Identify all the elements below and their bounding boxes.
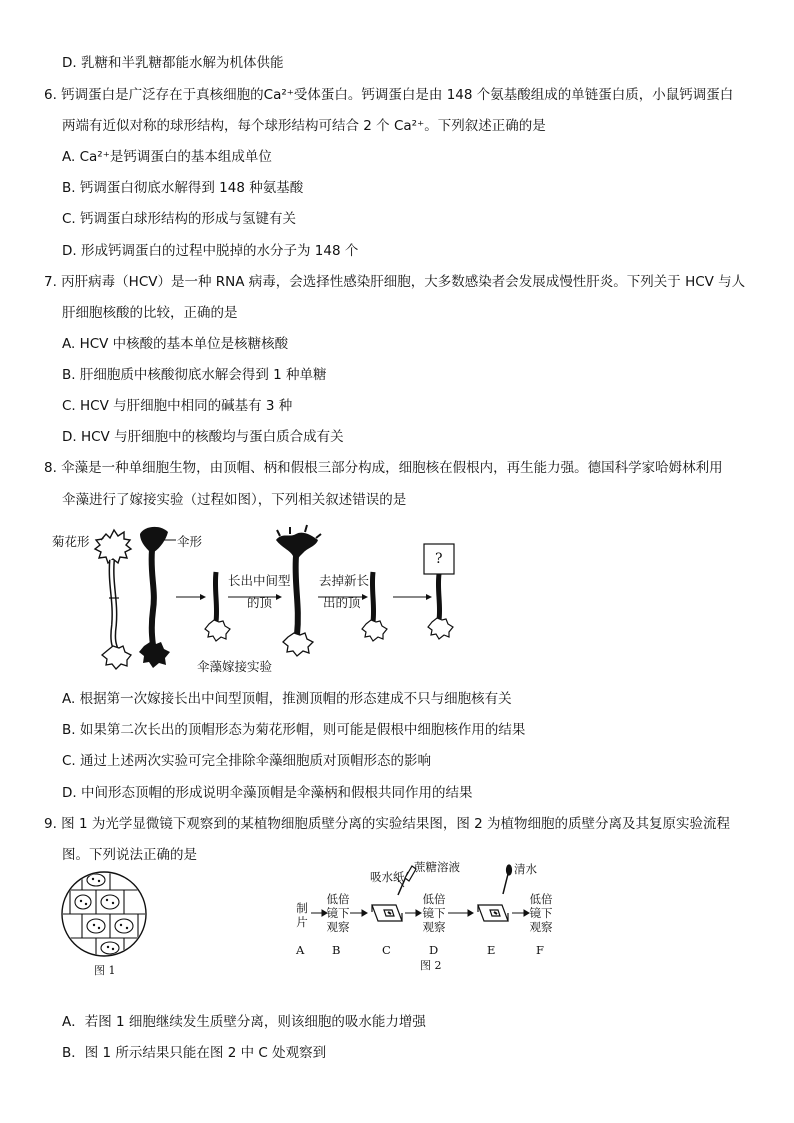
letter-f: F [536,943,544,957]
option-8a: A. 根据第一次嫁接长出中间型顶帽，推测顶帽的形态建成不只与细胞核有关 [62,691,512,707]
letter-c: C [382,943,391,957]
question-6-stem: 6. 钙调蛋白是广泛存在于真核细胞的Ca²⁺受体蛋白。钙调蛋白是由 148 个氨基酸组成的单链蛋白质，小鼠钙调蛋白 [44,87,734,103]
option-8d: D. 中间形态顶帽的形成说明伞藻顶帽是伞藻柄和假根共同作用的结果 [62,785,473,801]
observe-d-label: 低倍 镜下 观察 [422,892,446,934]
letter-b: B [332,943,341,957]
question-8-stem-cont: 伞藻进行了嫁接实验（过程如图），下列相关叙述错误的是 [62,492,407,508]
question-8-stem: 8. 伞藻是一种单细胞生物，由顶帽、柄和假根三部分构成，细胞核在假根内，再生能力强。德国科学家哈姆林利用 [44,460,723,476]
option-6a: A. Ca²⁺是钙调蛋白的基本组成单位 [62,149,272,165]
letter-e: E [487,943,496,957]
fig1-caption: 图 1 [94,964,116,977]
step2-line2: 出的顶 [323,595,361,610]
option-5d: D. 乳糖和半乳糖都能水解为机体供能 [62,55,284,71]
letter-a: A [296,943,305,957]
chrysanthemum-label: 菊花形 [52,534,90,549]
option-8b: B. 如果第二次长出的顶帽形态为菊花形帽，则可能是假根中细胞核作用的结果 [62,722,526,738]
option-7d: D. HCV 与肝细胞中的核酸均与蛋白质合成有关 [62,429,344,445]
letter-d: D [429,943,439,957]
observe-f-label: 低倍 镜下 观察 [529,892,553,934]
slide-e-icon [478,865,512,921]
unknown-mark: ? [435,551,443,567]
question-6-stem-cont: 两端有近似对称的球形结构，每个球形结构可结合 2 个 Ca²⁺。下列叙述正确的是 [62,118,546,134]
question-9-stem-cont: 图。下列说法正确的是 [62,847,197,863]
option-8c: C. 通过上述两次实验可完全排除伞藻细胞质对顶帽形态的影响 [62,753,432,769]
question-9-stem: 9. 图 1 为光学显微镜下观察到的某植物细胞质壁分离的实验结果图，图 2 为植物细胞的质壁分离及其复原实验流程 [44,816,731,832]
step1-line1: 长出中间型 [228,573,291,588]
fig2-caption: 图 2 [420,959,442,972]
option-7b: B. 肝细胞质中核酸彻底水解会得到 1 种单糖 [62,367,327,383]
step2-line1: 去掉新长 [319,573,370,588]
fig1-microscope-view [60,870,150,960]
make-slide-label: 制 片 [296,901,308,929]
option-9a: A．若图 1 细胞继续发生质壁分离，则该细胞的吸水能力增强 [62,1014,426,1030]
option-6d: D. 形成钙调蛋白的过程中脱掉的水分子为 148 个 [62,243,359,259]
step1-line2: 的顶 [247,595,273,610]
umbrella-label: 伞形 [177,534,203,549]
question-7-stem-cont: 肝细胞核酸的比较，正确的是 [62,305,238,321]
sucrose-solution-label: 蔗糖溶液 [414,860,460,874]
option-7a: A. HCV 中核酸的基本单位是核糖核酸 [62,336,289,352]
option-6b: B. 钙调蛋白彻底水解得到 148 种氨基酸 [62,180,304,196]
absorbent-paper-label: 吸水纸 [370,870,405,884]
option-6c: C. 钙调蛋白球形结构的形成与氢键有关 [62,211,297,227]
observe-b-label: 低倍 镜下 观察 [326,892,350,934]
option-7c: C. HCV 与肝细胞中相同的碱基有 3 种 [62,398,293,414]
water-label: 清水 [514,862,537,876]
grafting-caption: 伞藻嫁接实验 [197,659,273,674]
question-7-stem: 7. 丙肝病毒（HCV）是一种 RNA 病毒，会选择性感染肝细胞，大多数感染者会发展成慢性肝炎。下列关于 HCV 与人 [44,274,746,290]
option-9b: B．图 1 所示结果只能在图 2 中 C 处观察到 [62,1045,327,1061]
